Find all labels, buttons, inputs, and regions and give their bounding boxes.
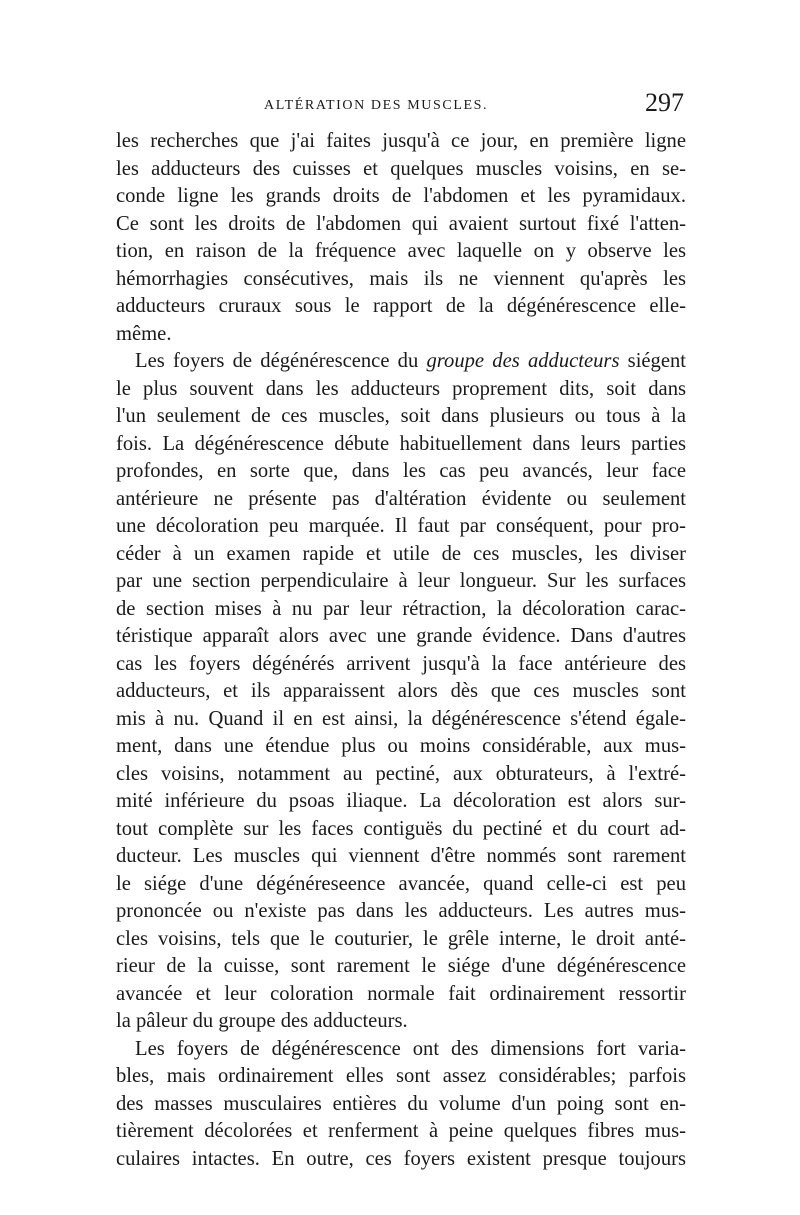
text-line <box>135 348 686 374</box>
text-line: tout complète sur les faces contiguës du pectiné et du court ad- <box>116 817 686 840</box>
text-line: même. <box>116 322 172 345</box>
text-line: cles voisins, notamment au pectiné, aux obturateurs, à l'extré- <box>116 762 686 785</box>
italic-phrase: groupe des adducteurs <box>426 350 620 372</box>
text-line: le siége d'une dégénéreseence avancée, quand celle-ci est peu <box>116 872 686 895</box>
text-line: tion, en raison de la fréquence avec laquelle on y observe les <box>116 240 686 262</box>
text-line: profondes, en sorte que, dans les cas peu avancés, leur face <box>116 460 686 482</box>
text-line: céder à un examen rapide et utile de ces muscles, les diviser <box>116 542 686 565</box>
text-line: culaires intactes. En outre, ces foyers existent presque toujours <box>116 1147 686 1170</box>
text-span: siégent <box>619 350 687 372</box>
running-title: ALTÉRATION DES MUSCLES. <box>264 98 489 113</box>
text-line: mité inférieure du psoas iliaque. La décoloration est alors sur- <box>116 790 686 812</box>
text-line: une décoloration peu marquée. Il faut par conséquent, pour pro- <box>116 515 686 537</box>
text-line: ducteur. Les muscles qui viennent d'être nommés sont rarement <box>116 845 686 867</box>
text-line: fois. La dégénérescence débute habituellement dans leurs parties <box>116 432 686 455</box>
text-line: de section mises à nu par leur rétraction, la décoloration carac- <box>116 597 686 620</box>
text-line: par une section perpendiculaire à leur longueur. Sur les surfaces <box>116 570 686 592</box>
text-line: prononcée ou n'existe pas dans les adducteurs. Les autres mus- <box>116 900 686 922</box>
text-line: hémorrhagies consécutives, mais ils ne viennent qu'après les <box>116 267 686 290</box>
text-line: le plus souvent dans les adducteurs proprement dits, soit dans <box>116 377 686 400</box>
text-line: avancée et leur coloration normale fait ordinairement ressortir <box>116 982 686 1005</box>
text-line: les recherches que j'ai faites jusqu'à ce jour, en première ligne <box>116 130 686 152</box>
page-number: 297 <box>645 88 684 117</box>
text-line: Les foyers de dégénérescence ont des dimensions fort varia- <box>135 1037 686 1060</box>
body-text <box>116 128 686 1168</box>
running-header <box>116 86 686 126</box>
text-line: téristique apparaît alors avec une grande évidence. Dans d'autres <box>116 625 686 647</box>
text-line: bles, mais ordinairement elles sont assez considérables; parfois <box>116 1065 686 1087</box>
text-line: l'un seulement de ces muscles, soit dans plusieurs ou tous à la <box>116 405 686 427</box>
text-line: tièrement décolorées et renferment à peine quelques fibres mus- <box>116 1120 686 1142</box>
text-line: des masses musculaires entières du volume d'un poing sont en- <box>116 1092 686 1115</box>
text-line: antérieure ne présente pas d'altération évidente ou seulement <box>116 487 686 510</box>
text-line: cles voisins, tels que le couturier, le grêle interne, le droit anté- <box>116 927 686 950</box>
text-line: les adducteurs des cuisses et quelques muscles voisins, en se- <box>116 157 686 180</box>
text-line: mis à nu. Quand il en est ainsi, la dégénérescence s'étend égale- <box>116 707 686 730</box>
text-line: cas les foyers dégénérés arrivent jusqu'à la face antérieure des <box>116 652 686 675</box>
text-span: Les foyers de dégénérescence du <box>135 350 427 372</box>
text-line: la pâleur du groupe des adducteurs. <box>116 1010 408 1032</box>
text-line: adducteurs cruraux sous le rapport de la dégénérescence elle- <box>116 295 686 317</box>
text-line: ment, dans une étendue plus ou moins considérable, aux mus- <box>116 735 686 757</box>
text-line: Ce sont les droits de l'abdomen qui avaient surtout fixé l'atten- <box>116 212 686 235</box>
text-line: conde ligne les grands droits de l'abdomen et les pyramidaux. <box>116 185 686 207</box>
text-line: adducteurs, et ils apparaissent alors dès que ces muscles sont <box>116 680 686 702</box>
text-line: rieur de la cuisse, sont rarement le siége d'une dégénérescence <box>116 955 686 977</box>
